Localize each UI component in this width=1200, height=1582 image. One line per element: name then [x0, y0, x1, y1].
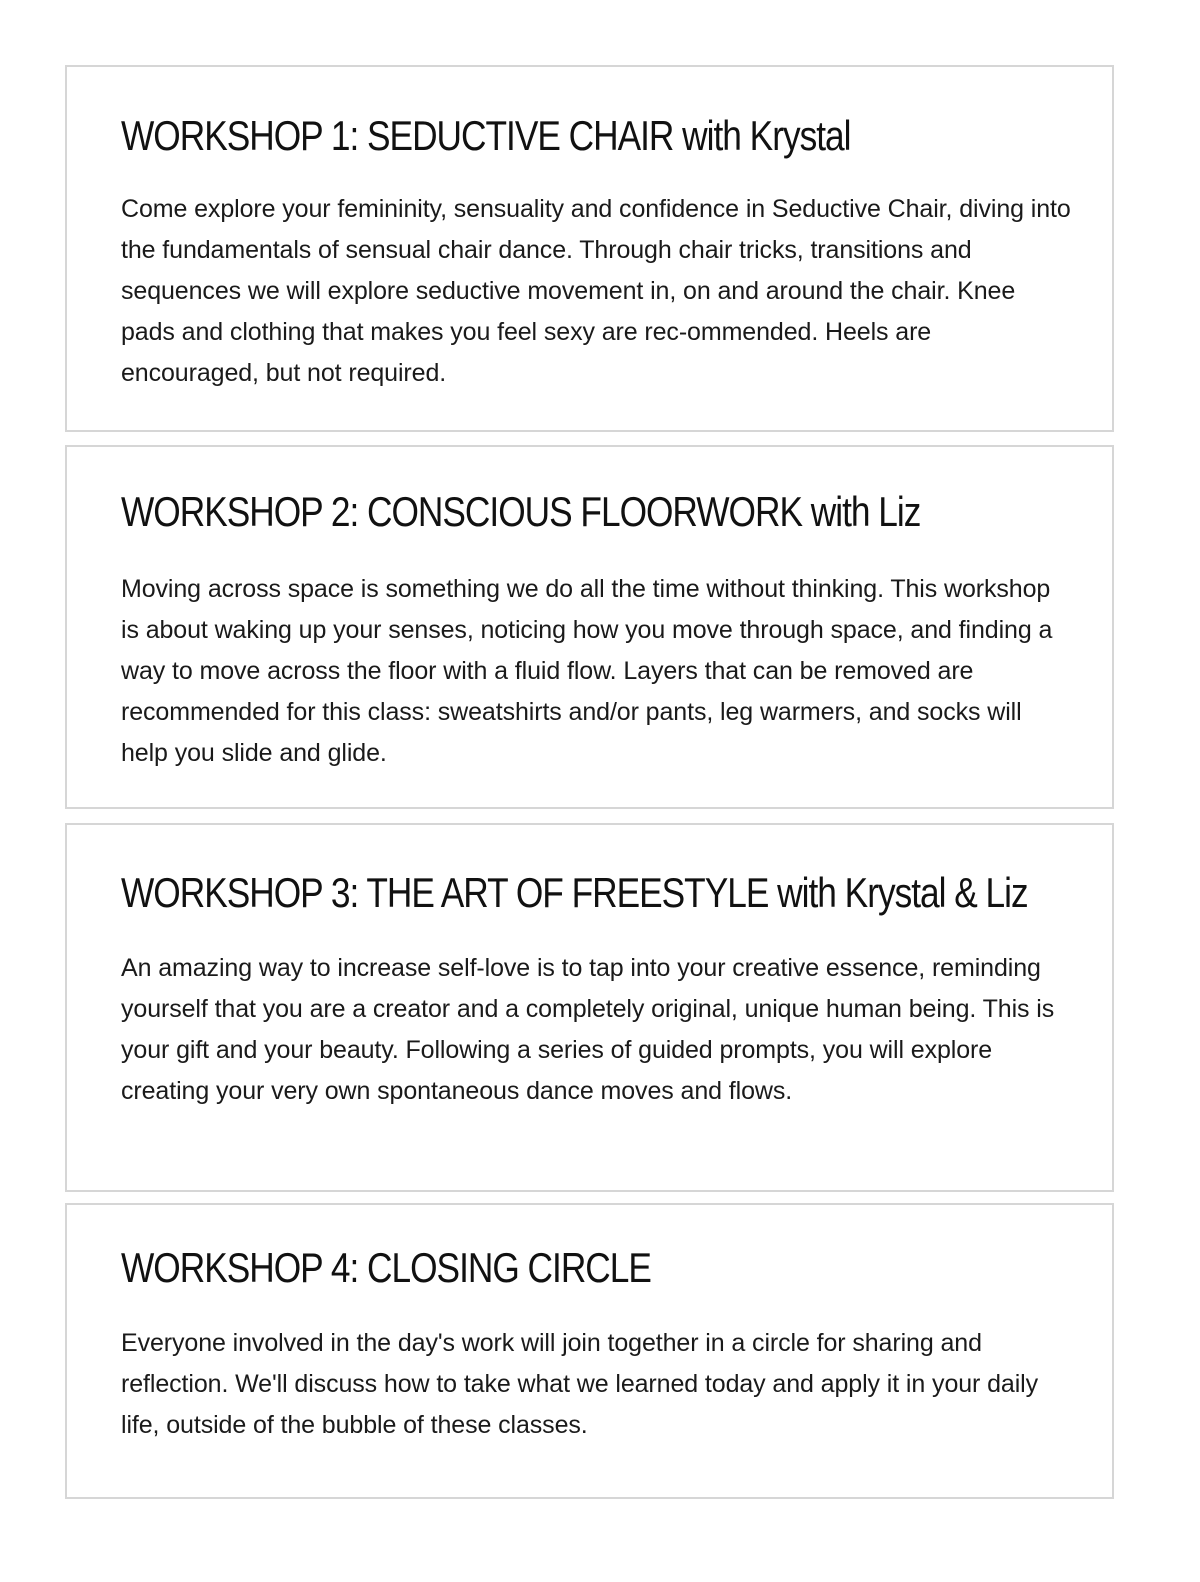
workshop-description: Everyone involved in the day's work will join together in a circle for sharing and reflection. We'll discuss how to take what we learned today and apply it in your daily life, outside of the bubble of these classes.	[121, 1329, 1039, 1439]
workshop-title: WORKSHOP 4: CLOSING CIRCLE	[121, 1244, 651, 1291]
workshop-description: An amazing way to increase self-love is to tap into your creative essence, reminding yourself that you are a creator and a completely original, unique human being. This is your gift and your beauty. Following a series of guided prompts, you will explore creating your very own spontaneous dance moves and flows.	[121, 954, 1055, 1105]
workshop-description: Come explore your femininity, sensuality and confidence in Seductive Chair, diving into the fundamentals of sensual chair dance. Through chair tricks, transitions and sequences we will explore seductive movement in, on and around the chair. Knee pads and clothing that makes you feel sexy are rec-ommended. Heels are encouraged, but not required.	[121, 195, 1071, 387]
workshop-title: WORKSHOP 2: CONSCIOUS FLOORWORK with Liz	[121, 488, 921, 535]
workshop-card-1	[65, 65, 1114, 432]
workshop-description: Moving across space is something we do all the time without thinking. This workshop is about waking up your senses, noticing how you move through space, and finding a way to move across the floor with a fluid flow. Layers that can be removed are recommended for this class: sweatshirts and/or pants, leg warmers, and socks will help you slide and glide.	[121, 575, 1053, 767]
workshop-title: WORKSHOP 3: THE ART OF FREESTYLE with Krystal & Liz	[121, 869, 1028, 916]
workshop-card-2	[65, 445, 1114, 809]
workshop-card-3	[65, 823, 1114, 1192]
workshop-title: WORKSHOP 1: SEDUCTIVE CHAIR with Krystal	[121, 112, 851, 159]
workshop-card-4	[65, 1203, 1114, 1499]
